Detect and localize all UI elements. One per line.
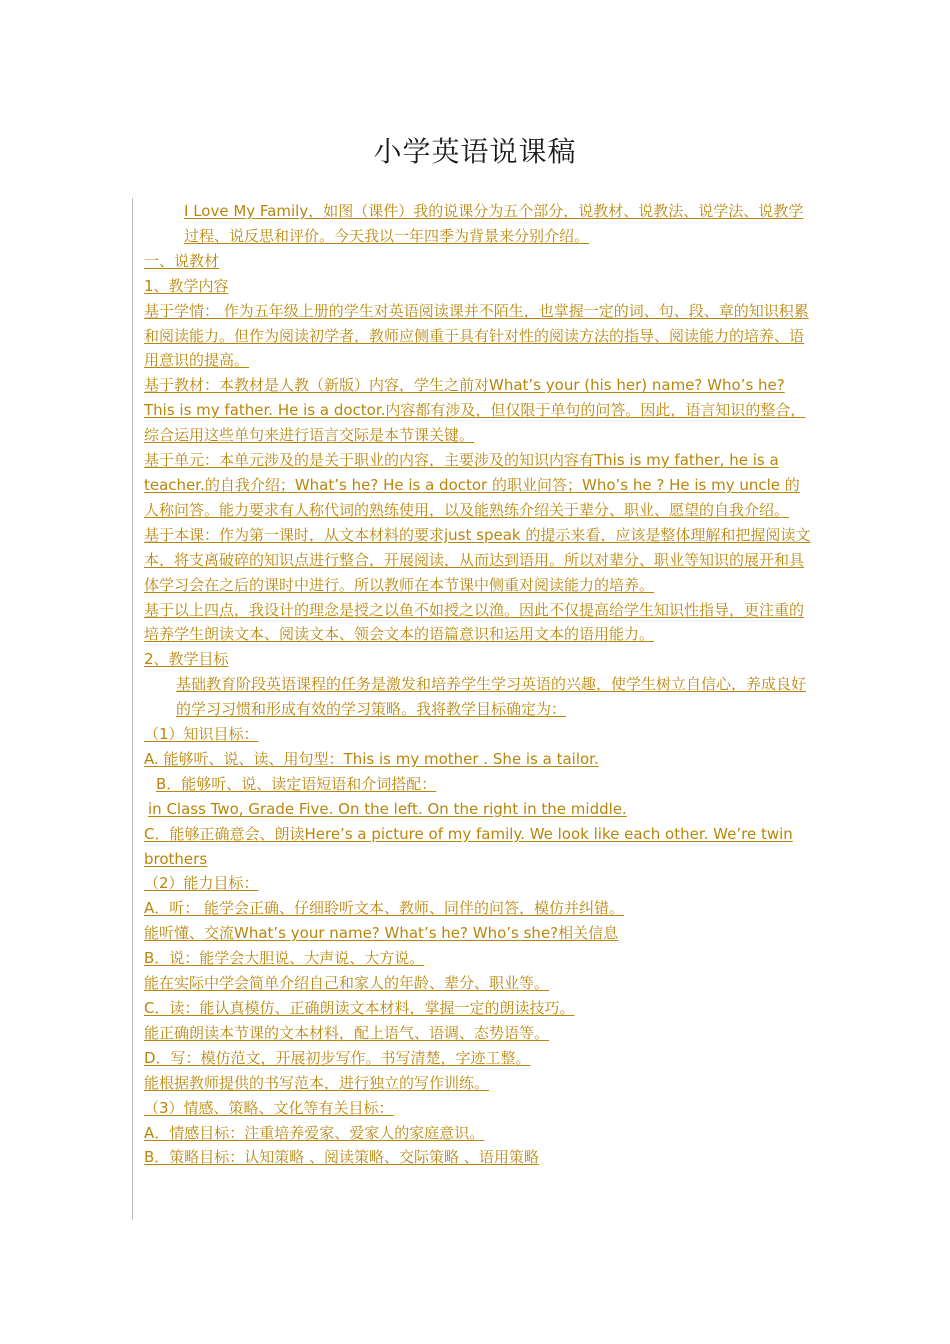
heading-teaching-goals: 2、教学目标	[144, 650, 229, 669]
document-body	[144, 199, 812, 1170]
list-item-knowledge-c: C．能够正确意会、朗读Here’s a picture of my family. We look like each other. We’re twin brothers	[144, 824, 793, 868]
heading-affective-goals: （3）情感、策略、文化等有关目标：	[144, 1098, 394, 1117]
margin-rule	[132, 198, 133, 1220]
list-item-affective: A．情感目标：注重培养爱家、爱家人的家庭意识。	[144, 1123, 485, 1142]
paragraph-learner-basis: 基于学情： 作为五年级上册的学生对英语阅读课并不陌生，也掌握一定的词、句、段、章的知识积累和阅读能力。但作为阅读初学者，教师应侧重于具有针对性的阅读方法的指导、阅读能力的培养、语用意识的提高。	[144, 301, 809, 370]
list-item-knowledge-b: B．能够听、说、读定语短语和介词搭配：	[156, 774, 437, 793]
list-item-knowledge-a: A. 能够听、说、读、用句型：This is my mother . She is a tailor.	[144, 749, 599, 768]
list-item-speaking-detail: 能在实际中学会简单介绍自己和家人的年龄、辈分、职业等。	[144, 974, 550, 993]
heading-ability-goals: （2）能力目标：	[144, 874, 259, 893]
heading-section-1: 一、说教材	[144, 251, 220, 270]
paragraph-design-concept: 基于以上四点，我设计的理念是授之以鱼不如授之以渔。因此不仅提高给学生知识性指导，更注重的培养学生朗读文本、阅读文本、领会文本的语篇意识和运用文本的语用能力。	[144, 600, 805, 644]
paragraph-lesson-basis: 基于本课：作为第一课时，从文本材料的要求just speak 的提示来看，应该是整体理解和把握阅读文本，将支离破碎的知识点进行整合，开展阅读，从而达到语用。所以对辈分、职业等知识的展开和具体学习会在之后的课时中进行。所以教师在本节课中侧重对阅读能力的培养。	[144, 525, 811, 594]
paragraph-goals-intro: 基础教育阶段英语课程的任务是激发和培养学生学习英语的兴趣，使学生树立自信心，养成良好的学习习惯和形成有效的学习策略。我将教学目标确定为：	[176, 675, 807, 719]
list-item-reading-detail: 能正确朗读本节课的文本材料，配上语气、语调、态势语等。	[144, 1023, 550, 1042]
list-item-listening: A．听： 能学会正确、仔细聆听文本、教师、同伴的问答，模仿并纠错。	[144, 899, 625, 918]
list-item-listening-detail: 能听懂、交流What’s your name? What’s he? Who’s she?相关信息	[144, 924, 619, 943]
page-title: 小学英语说课稿	[373, 135, 577, 168]
paragraph-intro: I Love My Family，如图（课件）我的说课分为五个部分，说教材、说教法、说学法、说教学过程、说反思和评价。今天我以一年四季为背景来分别介绍。	[184, 202, 804, 245]
heading-teaching-content: 1、教学内容	[144, 276, 229, 295]
list-item-knowledge-b-detail: in Class Two, Grade Five. On the left. On the right in the middle.	[148, 799, 627, 818]
paragraph-unit-basis: 基于单元：本单元涉及的是关于职业的内容，主要涉及的知识内容有This is my father, he is a teacher.的自我介绍；What’s he? He is a doctor 的职业问答；Who’s he ? He is my uncle 的人称问答。能力要求有人称代词的熟练使用，以及能熟练介绍关于辈分、职业、愿望的自我介绍。	[144, 451, 800, 519]
list-item-speaking: B．说：能学会大胆说、大声说、大方说。	[144, 949, 425, 968]
list-item-reading: C．读：能认真模仿、正确朗读文本材料，掌握一定的朗读技巧。	[144, 999, 575, 1017]
list-item-writing-detail: 能根据教师提供的书写范本，进行独立的写作训练。	[144, 1073, 490, 1092]
heading-knowledge-goals: （1）知识目标：	[144, 725, 259, 744]
paragraph-textbook-basis: 基于教材：本教材是人教（新版）内容，学生之前对What’s your (his her) name? Who’s he? This is my father. He is a doctor.内容都有涉及，但仅限于单句的问答。因此，语言知识的整合，综合运用这些单句来进行语言交际是本节课关键。	[144, 376, 806, 445]
list-item-strategy: B．策略目标：认知策略 、阅读策略、交际策略 、语用策略	[144, 1148, 539, 1167]
list-item-writing: D．写：模仿范文，开展初步写作。书写清楚，字迹工整。	[144, 1048, 531, 1067]
